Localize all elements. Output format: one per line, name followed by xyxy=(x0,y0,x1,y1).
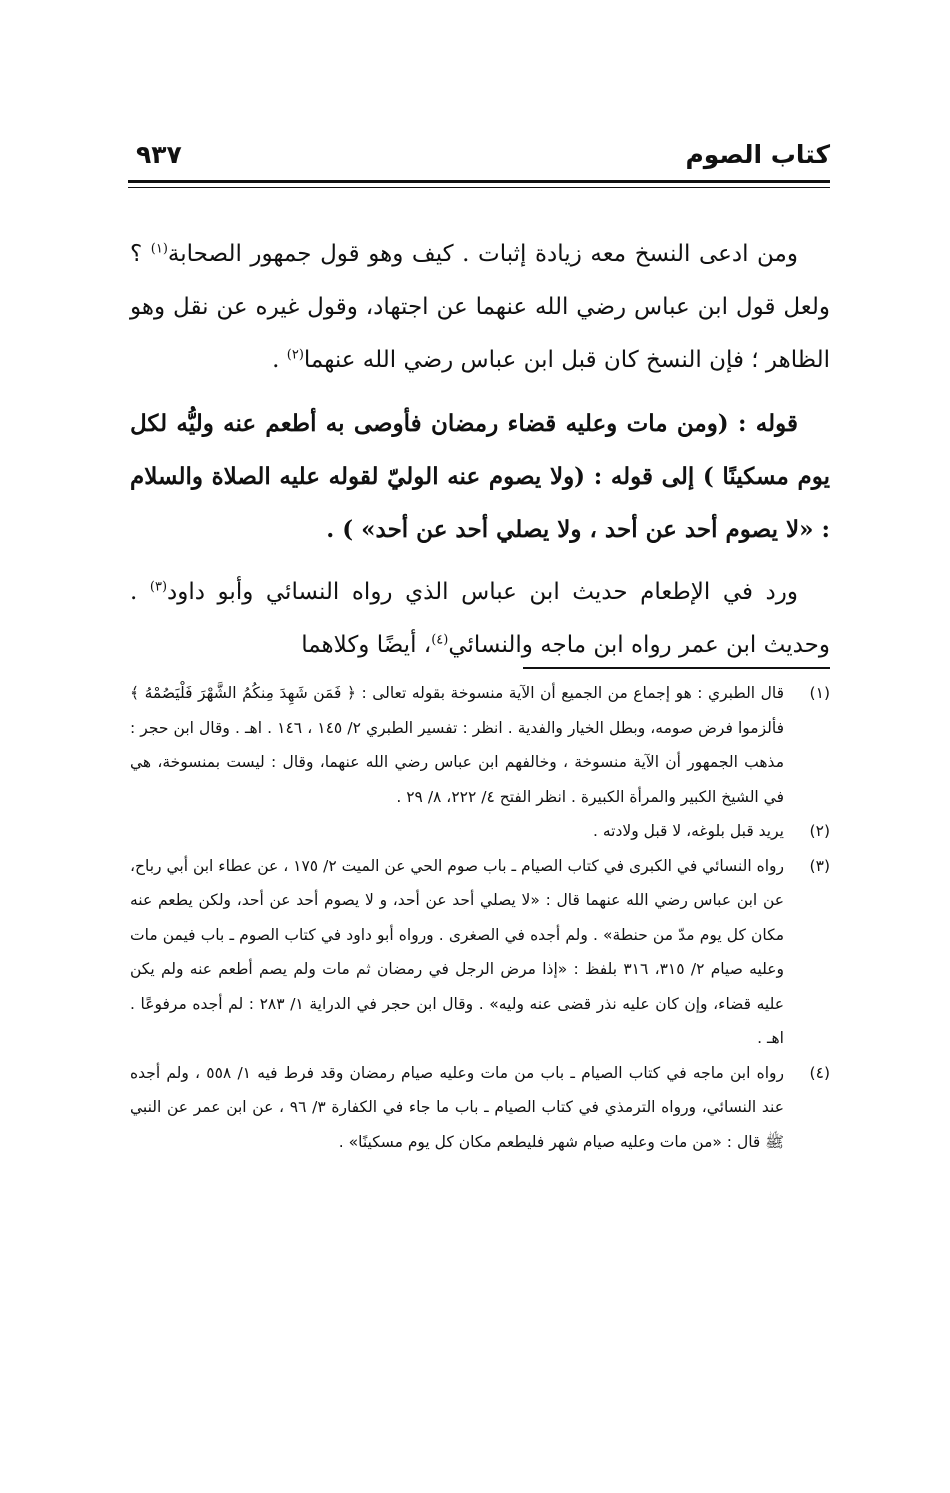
header-rule-thick xyxy=(128,180,830,183)
paragraph-1-part-2: ؟ ولعل قول ابن عباس رضي الله عنهما عن اجتهاد، وقول غيره عن نقل وهو الظاهر ؛ فإن النسخ كان قبل ابن عباس رضي الله عنهما xyxy=(130,241,830,373)
paragraph-3-part-1: ورد في الإطعام حديث ابن عباس الذي رواه النسائي وأبو داود xyxy=(167,579,798,605)
footnote-number: (٢) xyxy=(809,822,830,840)
footnote-text: يريد قبل بلوغه، لا قبل ولادته . xyxy=(592,822,784,840)
chapter-title: كتاب الصوم xyxy=(685,140,830,169)
footnote-number: (٣) xyxy=(809,856,830,875)
paragraph-1 xyxy=(130,228,830,387)
paragraph-3-part-2: . وحديث ابن عمر رواه ابن ماجه والنسائي xyxy=(130,579,830,658)
footnote-separator xyxy=(523,667,830,669)
page-number: ٩٣٧ xyxy=(136,140,182,169)
footnote-number: (٤) xyxy=(809,1063,830,1082)
page-header xyxy=(128,140,830,176)
paragraph-1-part-3: . xyxy=(272,347,287,373)
footnote-ref-1: (١) xyxy=(150,241,168,257)
paragraph-3-part-3: ، أيضًا وكلاهما xyxy=(301,632,432,658)
footnote-ref-3: (٣) xyxy=(149,579,168,595)
paragraph-2-quote: قوله : (ومن مات وعليه قضاء رمضان فأوصى به أطعم عنه وليُّه لكل يوم مسكينًا ) إلى قوله : (ولا يصوم عنه الوليّ لقوله عليه الصلاة والسلام : «لا يصوم أحد عن أحد ، ولا يصلي أحد عن أحد» ) . xyxy=(130,410,830,543)
footnote-text: رواه النسائي في الكبرى في كتاب الصيام ـ باب صوم الحي عن الميت ٢/ ١٧٥ ، عن عطاء ابن أبي رباح، عن ابن عباس رضي الله عنهما قال : «لا يصلي أحد عن أحد، و لا يصوم أحد عن أحد، ولكن يطعم عنه مكان كل يوم مدّ من حنطة» . ولم أجده في الصغرى . ورواه أبو داود في كتاب الصوم ـ باب فيمن مات وعليه صيام ٢/ ٣١٥، ٣١٦ بلفظ : «إذا مرض الرجل في رمضان ثم مات ولم يصم أطعم عنه ولم يكن عليه قضاء، وإن كان عليه نذر قضى عنه وليه» . وقال ابن حجر في الدراية ١/ ٢٨٣ : لم أجده مرفوعًا . اهـ . xyxy=(130,856,784,1047)
footnotes xyxy=(130,676,830,1159)
footnote-text: رواه ابن ماجه في كتاب الصيام ـ باب من مات وعليه صيام رمضان وقد فرط فيه ١/ ٥٥٨ ، ولم أجده عند النسائي، ورواه الترمذي في كتاب الصيام ـ باب ما جاء في الكفارة ٣/ ٩٦ ، عن ابن عمر عن النبي ﷺ قال : «من مات وعليه صيام شهر فليطعم مكان كل يوم مسكينًا» . xyxy=(130,1063,784,1151)
footnote-ref-4: (٤) xyxy=(431,632,449,648)
footnote-ref-2: (٢) xyxy=(286,347,304,363)
footnote-2 xyxy=(130,814,830,849)
paragraph-1-part-1: ومن ادعى النسخ معه زيادة إثبات . كيف وهو قول جمهور الصحابة xyxy=(167,241,798,267)
footnote-1 xyxy=(130,676,830,814)
main-text xyxy=(130,228,830,672)
header-rule-thin xyxy=(128,187,830,188)
footnote-3 xyxy=(130,849,830,1056)
paragraph-3 xyxy=(130,566,830,672)
footnote-4 xyxy=(130,1056,830,1160)
footnote-number: (١) xyxy=(809,684,830,702)
footnote-text: قال الطبري : هو إجماع من الجميع أن الآية منسوخة بقوله تعالى : ﴿ فَمَن شَهِدَ مِنكُمُ الشَّهْرَ فَلْيَصُمْهُ ﴾ فألزموا فرض صومه، وبطل الخيار والفدية . انظر : تفسير الطبري ٢/ ١٤٥ ، ١٤٦ . اهـ . وقال ابن حجر : مذهب الجمهور أن الآية منسوخة ، وخالفهم ابن عباس رضي الله عنهما، وقال : ليست بمنسوخة، هي في الشيخ الكبير والمرأة الكبيرة . انظر الفتح ٤/ ٢٢٢، ٨/ ٢٩ . xyxy=(130,684,784,806)
